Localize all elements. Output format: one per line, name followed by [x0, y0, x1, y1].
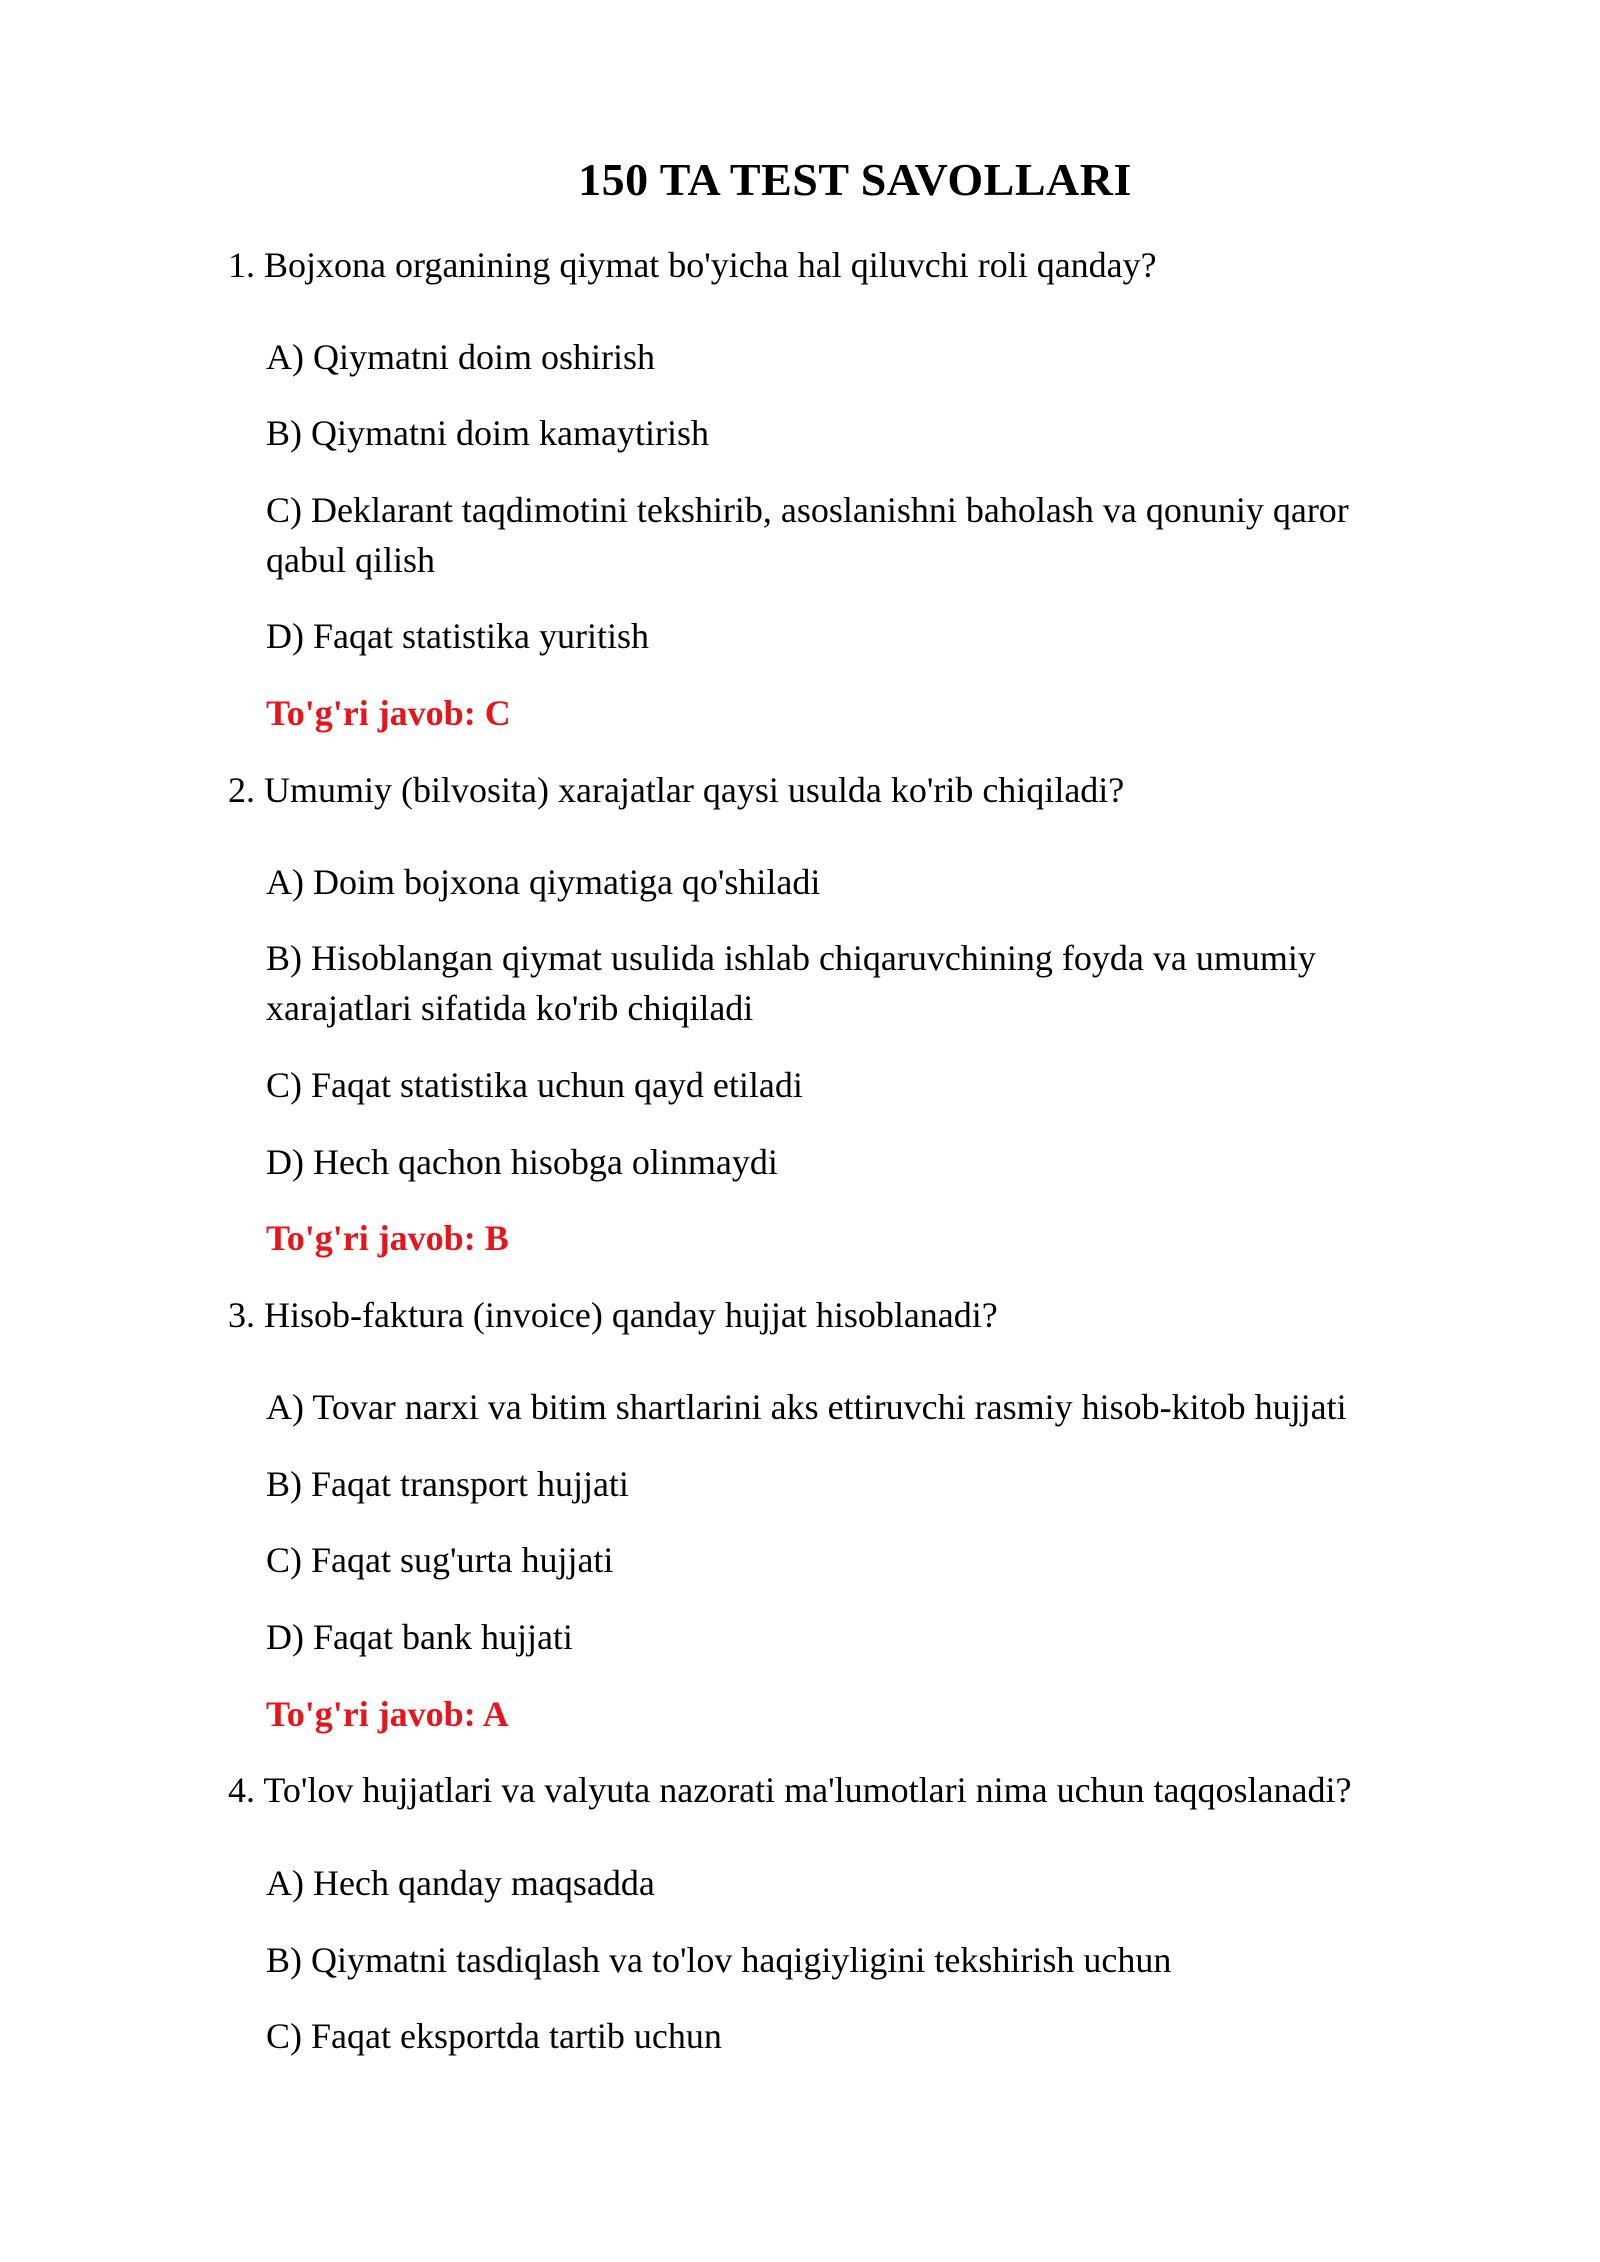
question-3-option-d: D) Faqat bank hujjati [266, 1617, 573, 1657]
question-1-option-b: B) Qiymatni doim kamaytirish [266, 413, 709, 453]
question-2-option-b: B) Hisoblangan qiymat usulida ishlab chiqaruvchining foyda va umumiy xarajatlari sifatida ko'rib chiqiladi [266, 938, 1316, 1028]
question-4-option-b: B) Qiymatni tasdiqlash va to'lov haqigiyligini tekshirish uchun [266, 1940, 1172, 1980]
question-4-option-a: A) Hech qanday maqsadda [266, 1863, 655, 1903]
question-1-option-a: A) Qiymatni doim oshirish [266, 337, 655, 377]
question-1-text: 1. Bojxona organining qiymat bo'yicha hal qiluvchi roli qanday? [228, 245, 1157, 285]
question-4-text: 4. To'lov hujjatlari va valyuta nazorati ma'lumotlari nima uchun taqqoslanadi? [228, 1770, 1352, 1810]
question-3-text: 3. Hisob-faktura (invoice) qanday hujjat hisoblanadi? [228, 1295, 998, 1335]
question-4-option-c: C) Faqat eksportda tartib uchun [266, 2016, 722, 2056]
document-title: 150 TA TEST SAVOLLARI [578, 154, 1132, 205]
question-3-answer: To'g'ri javob: A [266, 1694, 509, 1734]
question-1-option-c: C) Deklarant taqdimotini tekshirib, asoslanishni baholash va qonuniy qaror qabul qilish [266, 490, 1349, 580]
question-2-option-c: C) Faqat statistika uchun qayd etiladi [266, 1065, 803, 1105]
question-3-option-c: C) Faqat sug'urta hujjati [266, 1540, 614, 1580]
question-3-option-b: B) Faqat transport hujjati [266, 1464, 629, 1504]
question-3-option-a: A) Tovar narxi va bitim shartlarini aks ettiruvchi rasmiy hisob-kitob hujjati [266, 1387, 1347, 1427]
question-1-option-d: D) Faqat statistika yuritish [266, 616, 649, 656]
question-2-option-d: D) Hech qachon hisobga olinmaydi [266, 1142, 778, 1182]
question-1-answer: To'g'ri javob: C [266, 693, 511, 733]
question-2-text: 2. Umumiy (bilvosita) xarajatlar qaysi usulda ko'rib chiqiladi? [228, 770, 1125, 810]
question-2-answer: To'g'ri javob: B [266, 1218, 509, 1258]
question-2-option-a: A) Doim bojxona qiymatiga qo'shiladi [266, 862, 821, 902]
